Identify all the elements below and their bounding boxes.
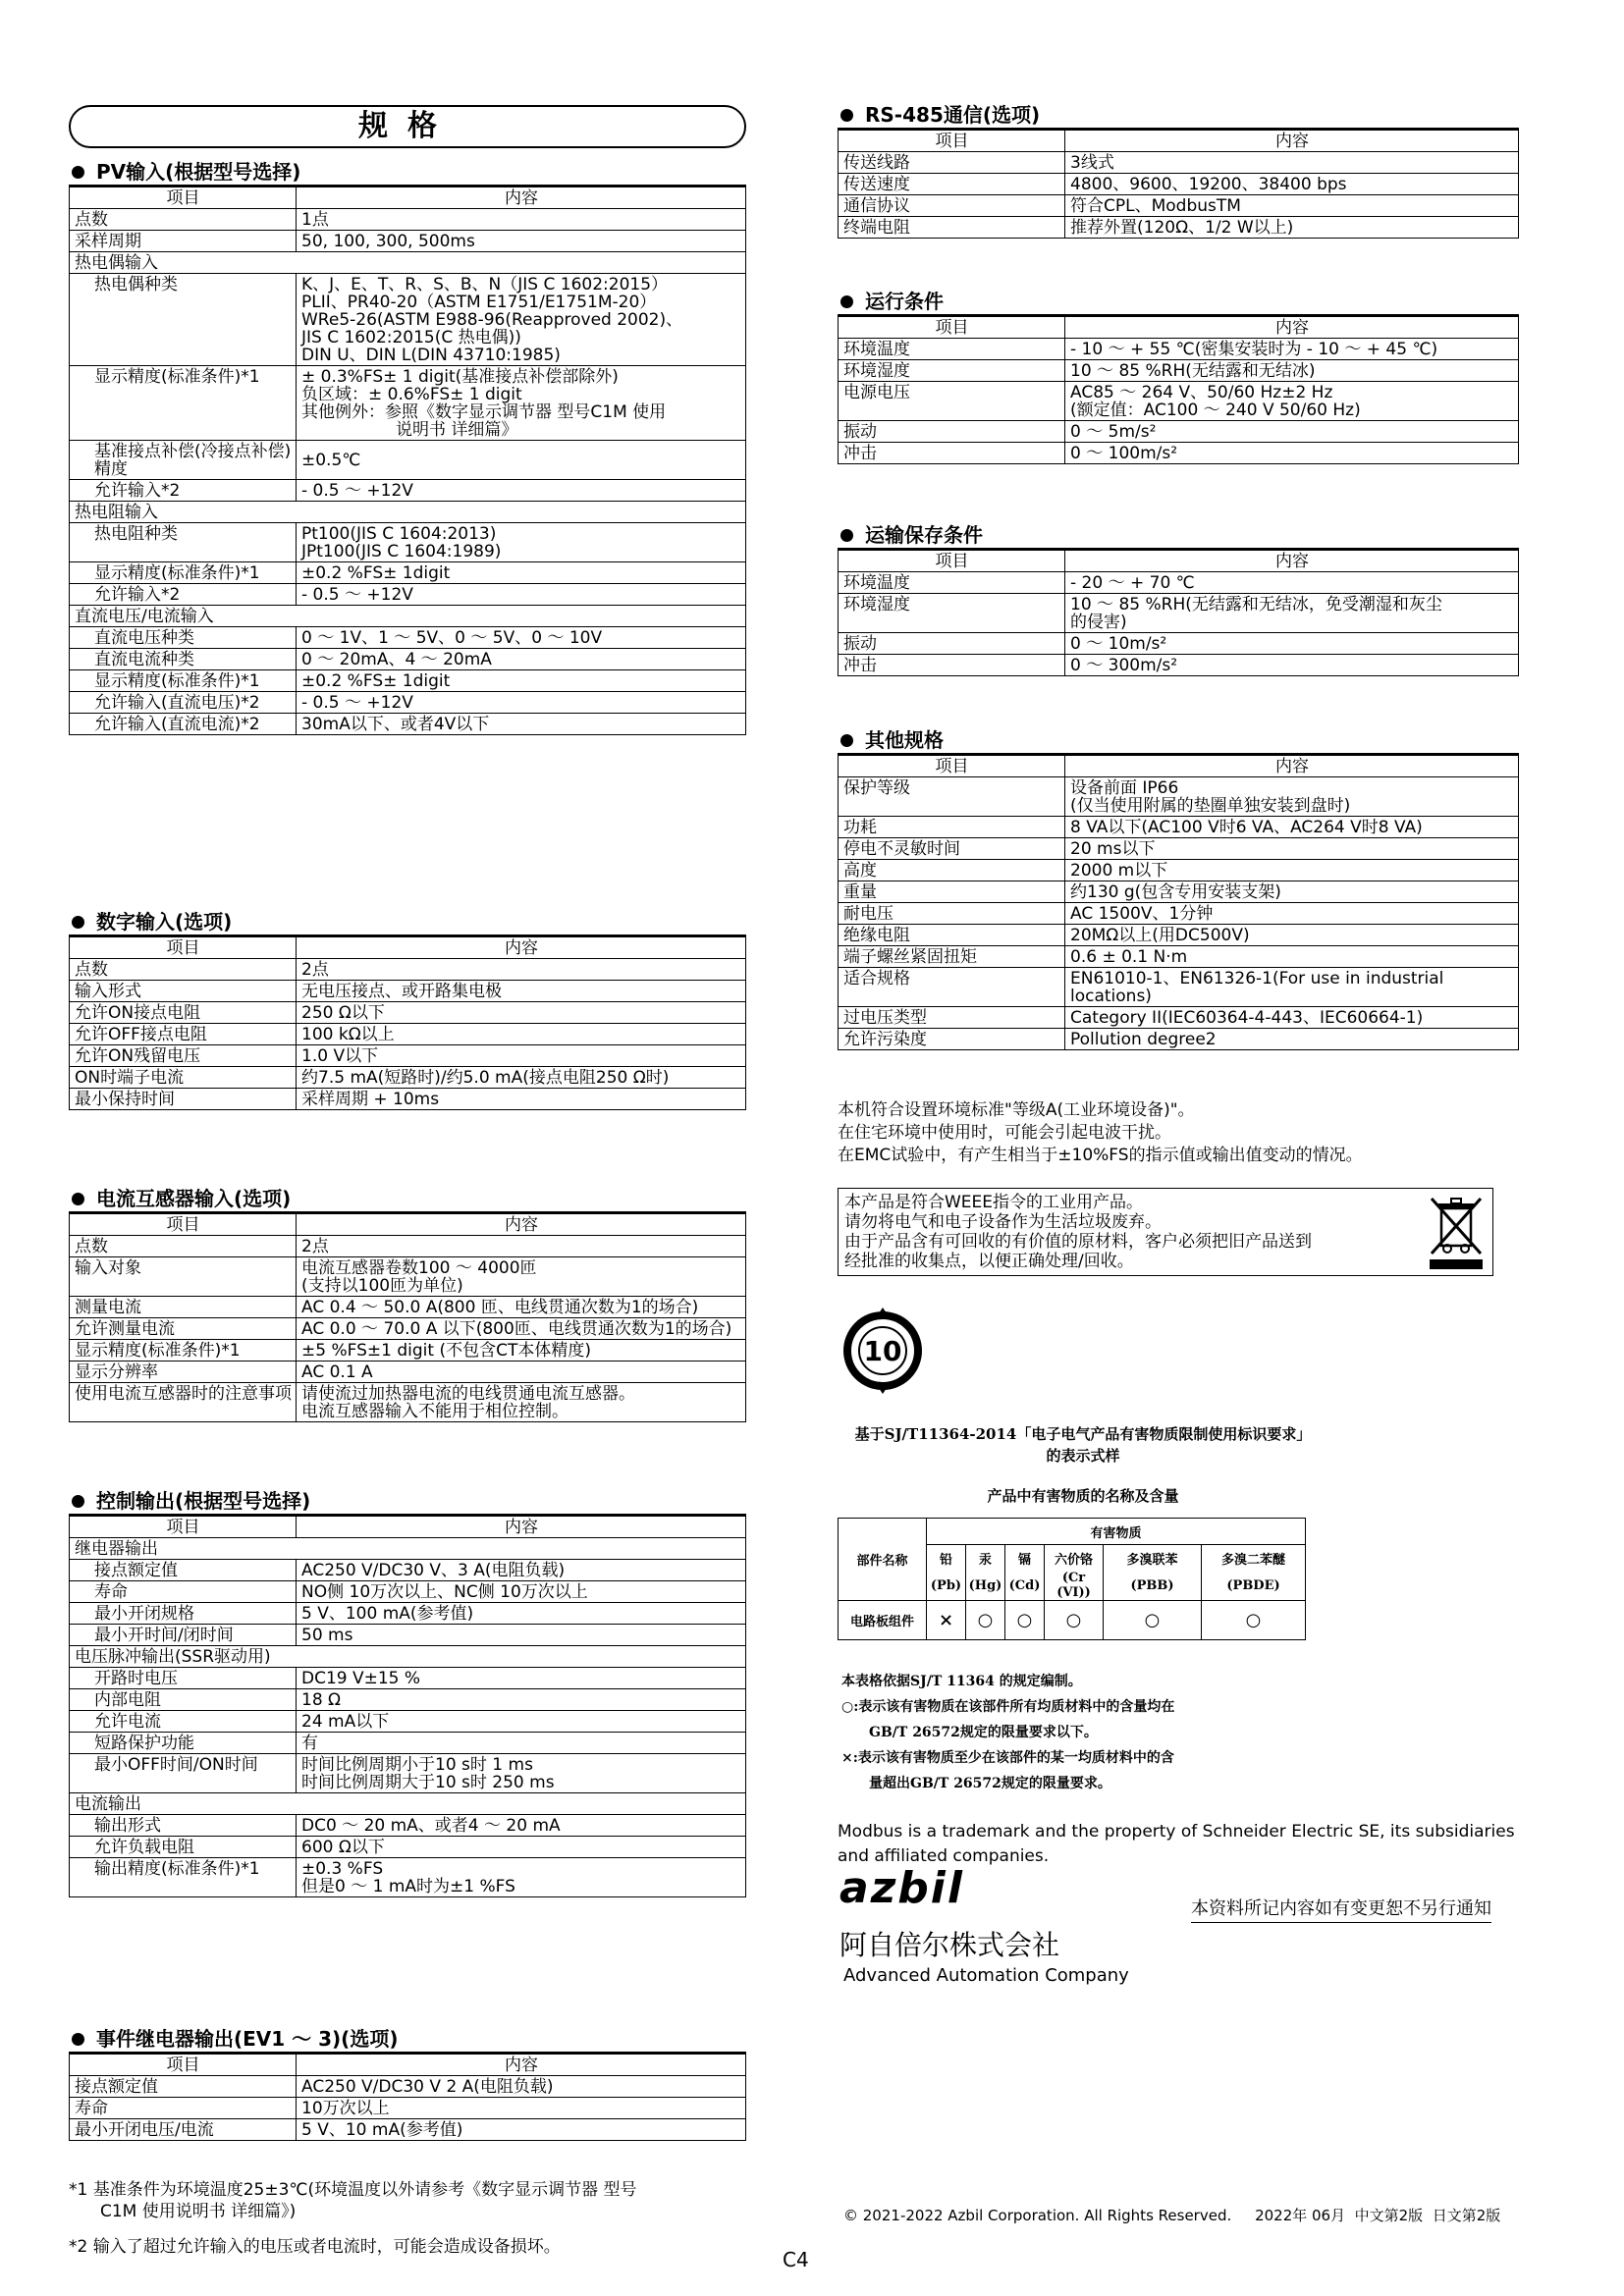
table-row: 端子螺丝紧固扭矩 0.6 ± 0.1 N·m: [839, 946, 1519, 968]
table-header: 铅 汞 镉 六价铬 多溴联苯 多溴二苯醚: [839, 1545, 1306, 1572]
epup-number: 10: [863, 1335, 902, 1367]
table-row: 环境湿度 10 ～ 85 %RH(无结露和无结冰): [839, 360, 1519, 382]
table-row: 开路时电压 DC19 V±15 %: [70, 1668, 746, 1689]
copyright: © 2021-2022 Azbil Corporation. All Rights Reserved. 2022年 06月 中文第2版 日文第2版: [843, 2207, 1501, 2224]
table-row: 最小保持时间 采样周期 + 10ms: [70, 1089, 746, 1110]
pv-input-heading: PV输入(根据型号选择): [69, 159, 746, 185]
table-row: 过电压类型 Category II(IEC60364-4-443、IEC60664-1): [839, 1007, 1519, 1029]
table-row: 允许ON残留电压 1.0 V以下: [70, 1045, 746, 1067]
table-row: 环境湿度 10 ～ 85 %RH(无结露和无结冰，免受潮湿和灰尘 的侵害): [839, 594, 1519, 633]
table-row: 允许电流 24 mA以下: [70, 1711, 746, 1733]
event-output-table: [69, 2052, 746, 2141]
other-specs-heading: 其他规格: [838, 727, 1519, 753]
table-group-row: 直流电压/电流输入: [70, 606, 746, 627]
table-row: 允许ON接点电阻 250 Ω以下: [70, 1002, 746, 1024]
table-row: 适合规格 EN61010-1、EN61326-1(For use in industrial locations): [839, 968, 1519, 1007]
table-row: 输入形式 无电压接点、或开路集电极: [70, 981, 746, 1002]
table-row: 绝缘电阻 20MΩ以上(用DC500V): [839, 925, 1519, 946]
section-banner: 规格: [69, 105, 746, 148]
table-group-row: 电压脉冲输出(SSR驱动用): [70, 1646, 746, 1668]
digital-input-table: [69, 934, 746, 1110]
table-row: 寿命 NO侧 10万次以上、NC侧 10万次以上: [70, 1581, 746, 1603]
weee-notice: 本产品是符合WEEE指令的工业用产品。 请勿将电气和电子设备作为生活垃圾废弃。 由于产品含有可回收的有价值的原材料，客户必须把旧产品送到 经批准的收集点，以便正确处理/回收。: [838, 1188, 1493, 1276]
trademark-notice: Modbus is a trademark and the property of Schneider Electric SE, its subsidiaries and affiliated companies.: [838, 1822, 1515, 1866]
table-row: 停电不灵敏时间 20 ms以下: [839, 838, 1519, 860]
table-row: 最小OFF时间/ON时间 时间比例周期小于10 s时 1 ms 时间比例周期大于10 s时 250 ms: [70, 1754, 746, 1793]
table-row: 允许污染度 Pollution degree2: [839, 1029, 1519, 1050]
table-row: 允许输入*2 - 0.5 ～ +12V: [70, 584, 746, 606]
table-row: 最小开闭规格 5 V、100 mA(参考值): [70, 1603, 746, 1625]
digital-input-heading: 数字输入(选项): [69, 909, 746, 934]
company-name-en: Advanced Automation Company: [843, 1965, 1129, 1986]
table-header: 项目 内容: [839, 316, 1519, 339]
table-row: 电源电压 AC85 ～ 264 V、50/60 Hz±2 Hz (额定值：AC100 ～ 240 V 50/60 Hz): [839, 382, 1519, 421]
table-header: (Pb) (Hg) (Cd) (Cr (VI)) (PBB) (PBDE): [839, 1571, 1306, 1601]
transport-conditions-section: [838, 522, 1519, 676]
table-row: 允许测量电流 AC 0.0 ～ 70.0 A 以下(800匝、电线贯通次数为1的场合): [70, 1318, 746, 1340]
table-group-row: 继电器输出: [70, 1538, 746, 1560]
weee-bin-icon: [1428, 1195, 1485, 1271]
table-row: 点数 2点: [70, 1236, 746, 1257]
table-row: 允许OFF接点电阻 100 kΩ以上: [70, 1024, 746, 1045]
table-row: 电路板组件 × ○ ○ ○ ○ ○: [839, 1601, 1306, 1640]
table-row: 显示精度(标准条件)*1 ±0.2 %FS± 1digit: [70, 670, 746, 692]
table-header: 项目 内容: [70, 1516, 746, 1538]
table-row: 热电偶种类 K、J、E、T、R、S、B、N（JIS C 1602:2015） PLII、PR40-20（ASTM E1751/E1751M-20） WRe5-26(ASTM E988-96(Reapproved 2002)、 JIS C 1602:2015(C 热电偶)) DIN U、DIN L(DIN 43710:1985): [70, 274, 746, 366]
table-row: 显示精度(标准条件)*1 ±0.2 %FS± 1digit: [70, 562, 746, 584]
table-row: 寿命 10万次以上: [70, 2098, 746, 2119]
table-row: 点数 1点: [70, 209, 746, 231]
table-row: 耐电压 AC 1500V、1分钟: [839, 903, 1519, 925]
table-row: 允许输入(直流电流)*2 30mA以下、或者4V以下: [70, 714, 746, 735]
table-row: 最小开时间/闭时间 50 ms: [70, 1625, 746, 1646]
rs485-table: [838, 128, 1519, 239]
epup-10-years-icon: [838, 1306, 928, 1396]
event-output-section: [69, 2026, 746, 2141]
ct-input-heading: 电流互感器输入(选项): [69, 1186, 746, 1211]
table-header: 项目 内容: [70, 1213, 746, 1236]
bullet-icon: [840, 295, 853, 308]
rs485-section: [838, 102, 1519, 239]
table-row: 输入对象 电流互感器卷数100 ～ 4000匝 (支持以100匝为单位): [70, 1257, 746, 1297]
table-row: 热电阻种类 Pt100(JIS C 1604:2013) JPt100(JIS C 1604:1989): [70, 523, 746, 562]
page-number: C4: [783, 2248, 809, 2271]
table-row: 短路保护功能 有: [70, 1733, 746, 1754]
table-row: 接点额定值 AC250 V/DC30 V、3 A(电阻负载): [70, 1560, 746, 1581]
table-row: 振动 0 ～ 5m/s²: [839, 421, 1519, 443]
table-row: 接点额定值 AC250 V/DC30 V 2 A(电阻负载): [70, 2076, 746, 2098]
bullet-icon: [72, 2033, 84, 2046]
bullet-icon: [840, 529, 853, 542]
rohs-notes: 本表格依据SJ/T 11364 的规定编制。 ○:表示该有害物质在该部件所有均质材料中的含量均在 GB/T 26572规定的限量要求以下。 ×:表示该有害物质至少在该部件的某一均质材料中的含 量超出GB/T 26572规定的限量要求。: [841, 1674, 1175, 1791]
bullet-icon: [72, 166, 84, 179]
table-row: 重量 约130 g(包含专用安装支架): [839, 881, 1519, 903]
table-row: 测量电流 AC 0.4 ～ 50.0 A(800 匝、电线贯通次数为1的场合): [70, 1297, 746, 1318]
bullet-icon: [840, 109, 853, 122]
table-row: 环境温度 - 10 ～ + 55 ℃(密集安装时为 - 10 ～ + 45 ℃): [839, 339, 1519, 360]
table-row: 高度 2000 m以下: [839, 860, 1519, 881]
table-header: 部件名称 有害物质: [839, 1519, 1306, 1545]
footnotes: *1 基准条件为环境温度25±3℃(环境温度以外请参考《数字显示调节器 型号 C1M 使用说明书 详细篇》) *2 输入了超过允许输入的电压或者电流时，可能会造成设备损坏。: [69, 2180, 637, 2257]
table-row: 允许输入(直流电压)*2 - 0.5 ～ +12V: [70, 692, 746, 714]
table-header: 项目 内容: [839, 550, 1519, 572]
table-row: 终端电阻 推荐外置(120Ω、1/2 W以上): [839, 217, 1519, 239]
other-specs-table: [838, 753, 1519, 1050]
table-group-row: 热电偶输入: [70, 252, 746, 274]
rohs-table: [838, 1518, 1306, 1640]
digital-input-section: [69, 909, 746, 1110]
table-group-row: 电流输出: [70, 1793, 746, 1815]
table-row: 输出精度(标准条件)*1 ±0.3 %FS 但是0 ～ 1 mA时为±1 %FS: [70, 1858, 746, 1897]
bullet-icon: [72, 1495, 84, 1508]
table-row: 允许输入*2 - 0.5 ～ +12V: [70, 480, 746, 502]
rohs-caption: 基于SJ/T11364-2014「电子电气产品有害物质限制使用标识要求」 的表示式样: [854, 1425, 1312, 1465]
table-row: 基准接点补偿(冷接点补偿)精度 ±0.5℃: [70, 441, 746, 480]
pv-input-table: [69, 185, 746, 735]
bullet-icon: [72, 916, 84, 929]
table-row: 最小开闭电压/电流 5 V、10 mA(参考值): [70, 2119, 746, 2141]
control-output-table: [69, 1514, 746, 1897]
control-output-heading: 控制输出(根据型号选择): [69, 1488, 746, 1514]
table-row: 使用电流互感器时的注意事项 请使流过加热器电流的电线贯通电流互感器。 电流互感器输入不能用于相位控制。: [70, 1383, 746, 1422]
emc-notes: 本机符合设置环境标准"等级A(工业环境设备)"。 在住宅环境中使用时，可能会引起电波干扰。 在EMC试验中，有产生相当于±10%FS的指示值或输出值变动的情况。: [838, 1100, 1363, 1165]
table-row: 点数 2点: [70, 959, 746, 981]
table-row: 显示分辨率 AC 0.1 A: [70, 1362, 746, 1383]
table-row: 允许负载电阻 600 Ω以下: [70, 1837, 746, 1858]
ct-input-table: [69, 1211, 746, 1422]
ct-input-section: [69, 1186, 746, 1422]
event-output-heading: 事件继电器输出(EV1 ～ 3)(选项): [69, 2026, 746, 2052]
transport-conditions-heading: 运输保存条件: [838, 522, 1519, 548]
change-notice: 本资料所记内容如有变更恕不另行通知: [1191, 1895, 1491, 1923]
table-group-row: 热电阻输入: [70, 502, 746, 523]
table-row: 振动 0 ～ 10m/s²: [839, 633, 1519, 655]
table-row: 冲击 0 ～ 100m/s²: [839, 443, 1519, 464]
other-specs-section: [838, 727, 1519, 1050]
transport-conditions-table: [838, 548, 1519, 676]
rohs-table-title: 产品中有害物质的名称及含量: [987, 1487, 1179, 1505]
table-row: 直流电流种类 0 ～ 20mA、4 ～ 20mA: [70, 649, 746, 670]
table-row: 保护等级 设备前面 IP66 (仅当使用附属的垫圈单独安装到盘时): [839, 777, 1519, 817]
table-row: 传送线路 3线式: [839, 152, 1519, 174]
table-row: ON时端子电流 约7.5 mA(短路时)/约5.0 mA(接点电阻250 Ω时): [70, 1067, 746, 1089]
table-row: 内部电阻 18 Ω: [70, 1689, 746, 1711]
table-row: 传送速度 4800、9600、19200、38400 bps: [839, 174, 1519, 195]
table-row: 显示精度(标准条件)*1 ±5 %FS±1 digit (不包含CT本体精度): [70, 1340, 746, 1362]
pv-input-section: [69, 159, 746, 735]
bullet-icon: [72, 1193, 84, 1205]
table-row: 采样周期 50, 100, 300, 500ms: [70, 231, 746, 252]
table-row: 输出形式 DC0 ～ 20 mA、或者4 ～ 20 mA: [70, 1815, 746, 1837]
operating-conditions-section: [838, 289, 1519, 464]
table-header: 项目 内容: [70, 187, 746, 209]
table-header: 项目 内容: [839, 755, 1519, 777]
operating-conditions-table: [838, 314, 1519, 464]
table-row: 功耗 8 VA以下(AC100 V时6 VA、AC264 V时8 VA): [839, 817, 1519, 838]
table-header: 项目 内容: [839, 130, 1519, 152]
operating-conditions-heading: 运行条件: [838, 289, 1519, 314]
rs485-heading: RS-485通信(选项): [838, 102, 1519, 128]
table-row: 冲击 0 ～ 300m/s²: [839, 655, 1519, 676]
azbil-logo: azbil: [839, 1863, 964, 1913]
company-name-cn: 阿自倍尔株式会社: [839, 1929, 1060, 1961]
control-output-section: [69, 1488, 746, 1897]
table-row: 显示精度(标准条件)*1 ± 0.3%FS± 1 digit(基准接点补偿部除外) 负区域：± 0.6%FS± 1 digit 其他例外：参照《数字显示调节器 型号C1M 使用 说明书 详细篇》: [70, 366, 746, 441]
table-row: 通信协议 符合CPL、ModbusTM: [839, 195, 1519, 217]
bullet-icon: [840, 734, 853, 747]
table-row: 环境温度 - 20 ～ + 70 ℃: [839, 572, 1519, 594]
table-header: 项目 内容: [70, 936, 746, 959]
table-row: 直流电压种类 0 ～ 1V、1 ～ 5V、0 ～ 5V、0 ～ 10V: [70, 627, 746, 649]
table-header: 项目 内容: [70, 2054, 746, 2076]
